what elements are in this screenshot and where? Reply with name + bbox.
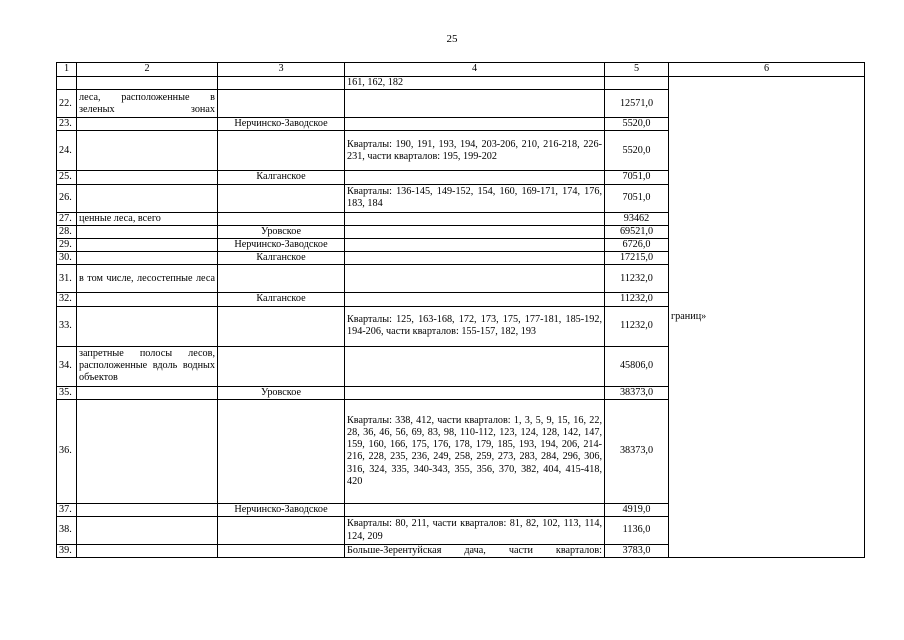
row-number: 32. [57, 293, 77, 306]
area-cell: 7051,0 [605, 171, 669, 184]
category-cell: леса, расположенные в зеленых зонах [77, 90, 218, 118]
forestry-cell [218, 545, 345, 558]
area-cell: 11232,0 [605, 293, 669, 306]
area-cell: 12571,0 [605, 90, 669, 118]
row-number: 23. [57, 118, 77, 131]
forestry-cell [218, 212, 345, 225]
category-cell: запретные полосы лесов, расположенные вдоль водных объектов [77, 346, 218, 386]
forest-table [56, 62, 865, 558]
area-cell: 38373,0 [605, 386, 669, 399]
quarters-cell: Больше-Зерентуйская дача, части кварталов: [345, 545, 605, 558]
row-number: 31. [57, 265, 77, 293]
category-cell [77, 252, 218, 265]
area-cell: 3783,0 [605, 545, 669, 558]
area-cell: 45806,0 [605, 346, 669, 386]
quarters-cell [345, 346, 605, 386]
quarters-cell: Кварталы: 190, 191, 193, 194, 203-206, 210, 216-218, 226-231, части кварталов: 195, 199-202 [345, 131, 605, 171]
forestry-cell [218, 90, 345, 118]
category-cell [77, 386, 218, 399]
row-number: 33. [57, 306, 77, 346]
forestry-cell [218, 131, 345, 171]
area-cell: 6726,0 [605, 239, 669, 252]
row-number: 25. [57, 171, 77, 184]
forestry-cell: Уровское [218, 386, 345, 399]
area-cell: 11232,0 [605, 306, 669, 346]
category-cell [77, 239, 218, 252]
row-number: 38. [57, 517, 77, 545]
row-number: 34. [57, 346, 77, 386]
row-number: 27. [57, 212, 77, 225]
row-number: 26. [57, 184, 77, 212]
page-number: 25 [446, 33, 458, 45]
quarters-cell [345, 252, 605, 265]
area-cell: 93462 [605, 212, 669, 225]
quarters-cell: Кварталы: 338, 412, части кварталов: 1, 3, 5, 9, 15, 16, 22, 28, 36, 46, 56, 69, 83, 98, 110-112, 123, 124, 128, 142, 147, 159, 160, 166, 175, 176, 178, 179, 185, 193, 194, 206, 214-216, 228, 235, 236, 249, 258, 259, 273, 283, 284, 296, 306, 316, 324, 335, 340-343, 355, 356, 370, 382, 404, 415-418, 420 [345, 399, 605, 503]
forestry-cell: Нерчинско-Заводское [218, 503, 345, 516]
category-cell: ценные леса, всего [77, 212, 218, 225]
forestry-cell [218, 399, 345, 503]
category-cell [77, 131, 218, 171]
forestry-cell [218, 77, 345, 90]
quarters-cell: 161, 162, 182 [345, 77, 605, 90]
category-cell: в том числе, лесостепные леса [77, 265, 218, 293]
forestry-cell: Нерчинско-Заводское [218, 239, 345, 252]
table-row [57, 77, 865, 90]
quarters-cell [345, 225, 605, 238]
header-row [57, 63, 865, 77]
quarters-cell [345, 239, 605, 252]
forestry-cell [218, 184, 345, 212]
quarters-cell [345, 293, 605, 306]
category-cell [77, 184, 218, 212]
forestry-cell [218, 265, 345, 293]
category-cell [77, 118, 218, 131]
category-cell [77, 517, 218, 545]
forestry-cell [218, 306, 345, 346]
quarters-cell [345, 386, 605, 399]
area-cell: 1136,0 [605, 517, 669, 545]
area-cell: 11232,0 [605, 265, 669, 293]
forestry-cell [218, 517, 345, 545]
area-cell: 4919,0 [605, 503, 669, 516]
category-cell [77, 306, 218, 346]
quarters-cell [345, 118, 605, 131]
category-cell [77, 503, 218, 516]
area-cell: 17215,0 [605, 252, 669, 265]
column-header: 6 [669, 63, 865, 77]
area-cell: 7051,0 [605, 184, 669, 212]
area-cell: 5520,0 [605, 131, 669, 171]
quarters-cell: Кварталы: 125, 163-168, 172, 173, 175, 177-181, 185-192, 194-206, части кварталов: 155-157, 182, 193 [345, 306, 605, 346]
row-number: 36. [57, 399, 77, 503]
category-cell [77, 545, 218, 558]
row-number: 35. [57, 386, 77, 399]
forestry-cell [218, 346, 345, 386]
row-number: 28. [57, 225, 77, 238]
column-header: 1 [57, 63, 77, 77]
area-cell: 38373,0 [605, 399, 669, 503]
forestry-cell: Уровское [218, 225, 345, 238]
forestry-cell: Калганское [218, 293, 345, 306]
area-cell: 5520,0 [605, 118, 669, 131]
row-number: 39. [57, 545, 77, 558]
category-cell [77, 399, 218, 503]
row-number: 30. [57, 252, 77, 265]
row-number: 37. [57, 503, 77, 516]
quarters-cell: Кварталы: 136-145, 149-152, 154, 160, 169-171, 174, 176, 183, 184 [345, 184, 605, 212]
quarters-cell [345, 265, 605, 293]
row-number: 22. [57, 90, 77, 118]
note-cell: границ» [669, 77, 865, 558]
category-cell [77, 293, 218, 306]
row-number: 24. [57, 131, 77, 171]
category-cell [77, 77, 218, 90]
category-cell [77, 171, 218, 184]
forestry-cell: Нерчинско-Заводское [218, 118, 345, 131]
quarters-cell [345, 90, 605, 118]
column-header: 3 [218, 63, 345, 77]
quarters-cell [345, 171, 605, 184]
row-number [57, 77, 77, 90]
area-cell [605, 77, 669, 90]
column-header: 5 [605, 63, 669, 77]
quarters-cell [345, 212, 605, 225]
quarters-cell: Кварталы: 80, 211, части кварталов: 81, 82, 102, 113, 114, 124, 209 [345, 517, 605, 545]
forestry-cell: Калганское [218, 171, 345, 184]
row-number: 29. [57, 239, 77, 252]
forestry-cell: Калганское [218, 252, 345, 265]
column-header: 4 [345, 63, 605, 77]
area-cell: 69521,0 [605, 225, 669, 238]
category-cell [77, 225, 218, 238]
quarters-cell [345, 503, 605, 516]
column-header: 2 [77, 63, 218, 77]
